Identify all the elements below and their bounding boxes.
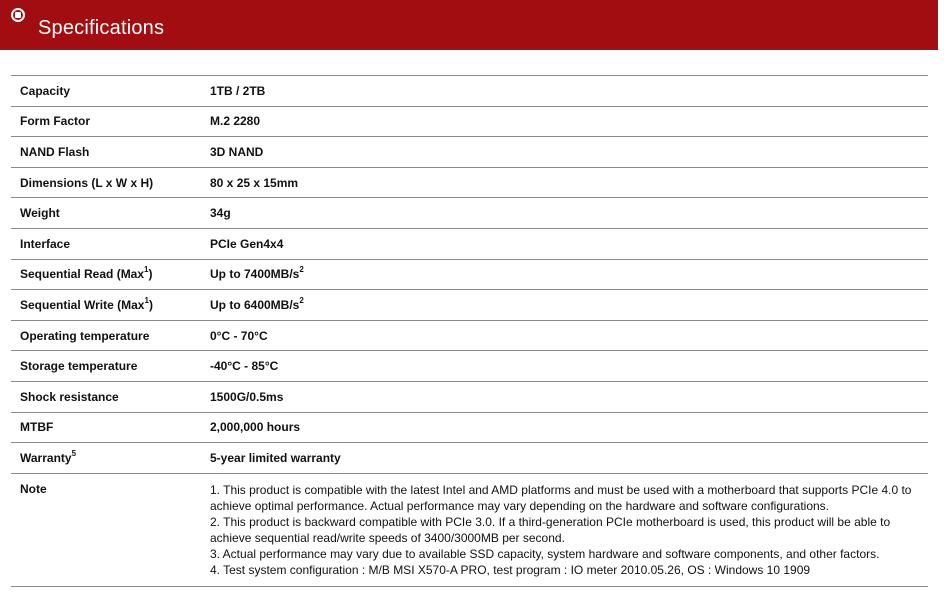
note-line: 4. Test system configuration : M/B MSI X570-A PRO, test program : IO meter 2010.05.26, OS : Windows 10 1909 bbox=[210, 562, 811, 577]
spec-label: NAND Flash bbox=[20, 144, 90, 159]
spec-value: 34g bbox=[210, 206, 231, 221]
spec-value: 1500G/0.5ms bbox=[210, 389, 284, 404]
spec-label: Capacity bbox=[20, 83, 71, 98]
spec-row-capacity bbox=[11, 76, 928, 107]
spec-label: Sequential Read (Max$^1$) bbox=[20, 265, 153, 282]
spec-label: Form Factor bbox=[20, 114, 91, 129]
spec-label: Sequential Write (Max$^1$) bbox=[20, 295, 153, 312]
spec-value: 5-year limited warranty bbox=[210, 450, 341, 465]
spec-value: PCIe Gen4x4 bbox=[210, 236, 284, 251]
spec-value: 80 x 25 x 15mm bbox=[210, 175, 299, 190]
spec-row-weight bbox=[11, 198, 928, 229]
spec-row-sequential-write bbox=[11, 290, 928, 321]
spec-label: Operating temperature bbox=[20, 328, 150, 343]
spec-value: Up to $7400MB/s^2$ bbox=[210, 265, 304, 282]
spec-label: Weight bbox=[20, 206, 60, 221]
spec-row-warranty bbox=[11, 443, 928, 474]
spec-label: Interface bbox=[20, 236, 71, 251]
spec-label: Storage temperature bbox=[20, 359, 138, 374]
spec-row-operating-temperature bbox=[11, 320, 928, 351]
spec-row-nand-flash bbox=[11, 137, 928, 168]
spec-row-form-factor bbox=[11, 106, 928, 137]
spec-row-storage-temperature bbox=[11, 351, 928, 382]
spec-row-dimensions bbox=[11, 167, 928, 198]
note-line: 2. This product is backward compatible with PCIe 3.0. If a third-generation PCIe motherboard is used, this product will be able to achieve sequential read/write speeds of 3400/3000MB per second. bbox=[210, 514, 891, 545]
spec-row-shock-resistance bbox=[11, 381, 928, 412]
spec-row-interface bbox=[11, 228, 928, 259]
note-line: 1. This product is compatible with the latest Intel and AMD platforms and must be used with a motherboard that supports PCIe 4.0 to achieve optimal performance. Actual performance may vary depending on the hardware and software configurations. bbox=[210, 482, 912, 513]
spec-label: Warranty$^5$ bbox=[20, 448, 77, 465]
spec-label: Shock resistance bbox=[20, 389, 119, 404]
spec-row-sequential-read bbox=[11, 259, 928, 290]
header-title: Specifications bbox=[38, 17, 165, 39]
spec-value: 2,000,000 hours bbox=[210, 420, 301, 435]
spec-value: 3D NAND bbox=[210, 144, 264, 159]
note-line: 3. Actual performance may vary due to available SSD capacity, system hardware and software components, and other factors. bbox=[210, 546, 880, 561]
record-icon bbox=[11, 8, 25, 22]
spec-row-mtbf bbox=[11, 412, 928, 443]
spec-value: M.2 2280 bbox=[210, 114, 261, 129]
spec-value: -40°C - 85°C bbox=[210, 359, 279, 374]
spec-value: 1TB / 2TB bbox=[210, 83, 266, 98]
spec-row-note bbox=[11, 473, 928, 586]
spec-label: MTBF bbox=[20, 420, 54, 435]
specifications-header bbox=[0, 0, 938, 50]
note-label: Note bbox=[20, 481, 47, 496]
note-text bbox=[201, 473, 928, 586]
spec-value: Up to $6400MB/s^2$ bbox=[210, 295, 304, 312]
spec-value: 0°C - 70°C bbox=[210, 328, 268, 343]
specifications-table bbox=[11, 75, 928, 587]
spec-label: Dimensions (L x W x H) bbox=[20, 175, 154, 190]
